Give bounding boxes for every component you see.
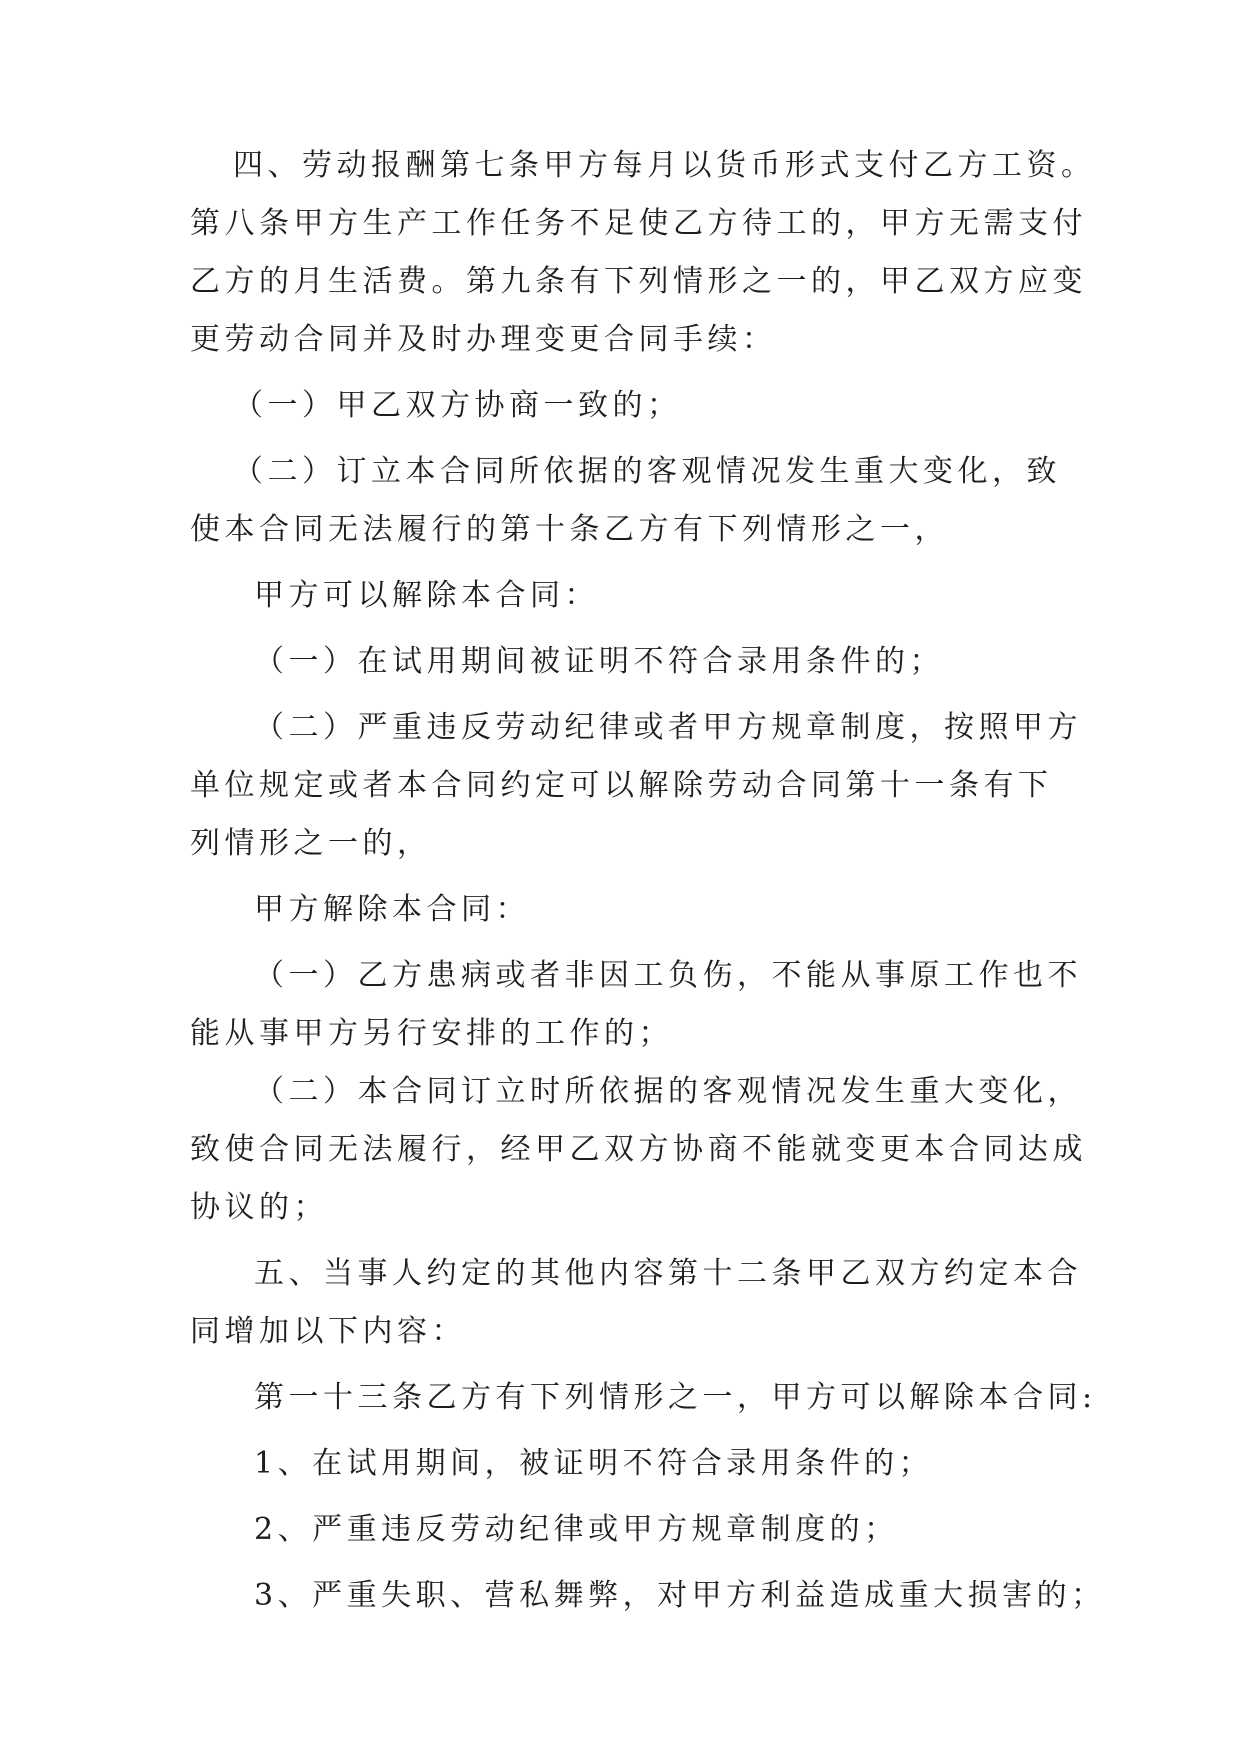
- text-line: 同增加以下内容：: [190, 1314, 466, 1349]
- text-line: 列情形之一的，: [190, 826, 432, 861]
- text-line: 第八条甲方生产工作任务不足使乙方待工的，甲方无需支付: [190, 206, 1087, 241]
- text-line: 甲方可以解除本合同：: [254, 578, 599, 613]
- text-line: （二）严重违反劳动纪律或者甲方规章制度，按照甲方: [254, 710, 1082, 745]
- text-line: 更劳动合同并及时办理变更合同手续：: [190, 322, 777, 357]
- text-line: 单位规定或者本合同约定可以解除劳动合同第十一条有下: [190, 768, 1053, 803]
- text-line: 使本合同无法履行的第十条乙方有下列情形之一，: [190, 512, 949, 547]
- text-line: （二）本合同订立时所依据的客观情况发生重大变化，: [254, 1074, 1082, 1109]
- text-line: （一）乙方患病或者非因工负伤，不能从事原工作也不: [254, 958, 1082, 993]
- text-line: （一）在试用期间被证明不符合录用条件的；: [254, 644, 944, 679]
- text-line: 乙方的月生活费。第九条有下列情形之一的，甲乙双方应变: [190, 264, 1087, 299]
- text-line: 五、当事人约定的其他内容第十二条甲乙双方约定本合: [254, 1256, 1082, 1291]
- text-line: 甲方解除本合同：: [254, 892, 530, 927]
- text-line: 1、在试用期间，被证明不符合录用条件的；: [254, 1446, 934, 1481]
- text-line: 能从事甲方另行安排的工作的；: [190, 1016, 673, 1051]
- text-line: 2、严重违反劳动纪律或甲方规章制度的；: [254, 1512, 899, 1547]
- text-line: （一）甲乙双方协商一致的；: [233, 388, 682, 423]
- text-line: 第一十三条乙方有下列情形之一，甲方可以解除本合同:: [254, 1380, 1097, 1415]
- text-line: 3、严重失职、营私舞弊，对甲方利益造成重大损害的；: [254, 1578, 1106, 1613]
- text-line: （二）订立本合同所依据的客观情况发生重大变化，致: [233, 454, 1061, 489]
- text-line: 致使合同无法履行，经甲乙双方协商不能就变更本合同达成: [190, 1132, 1087, 1167]
- text-line: 协议的；: [190, 1190, 328, 1225]
- text-line: 四、劳动报酬第七条甲方每月以货币形式支付乙方工资。: [233, 148, 1096, 183]
